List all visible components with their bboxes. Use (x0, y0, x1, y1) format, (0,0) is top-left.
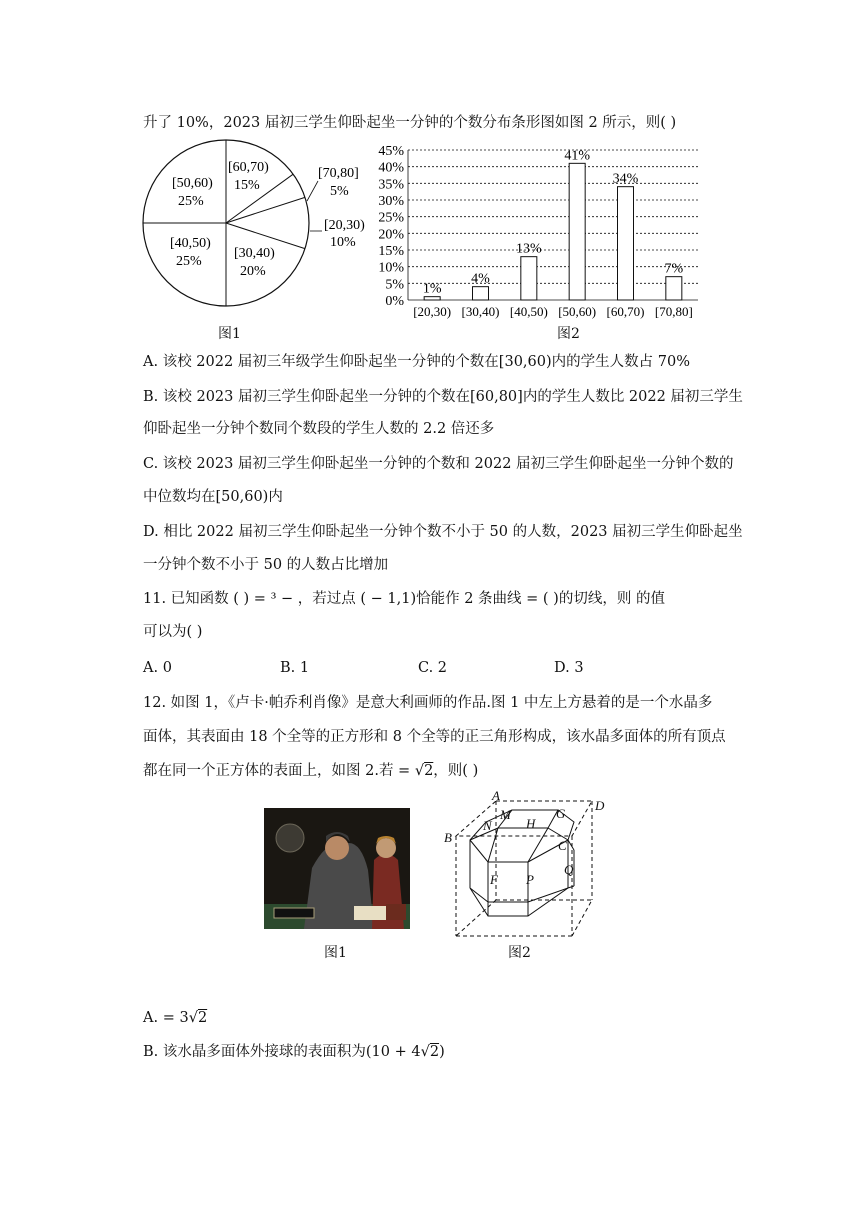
x-tick-label: [20,30) (413, 304, 452, 319)
bar-value-label: 41% (564, 148, 591, 164)
q11-option-b: B. 1 (280, 660, 310, 676)
pie-value-40-50: 25% (176, 254, 202, 269)
bar-chart (370, 138, 705, 323)
option-10-b-line2: 仰卧起坐一分钟个数同个数段的学生人数的 2.2 倍还多 (143, 421, 495, 437)
pie-value-70-80: 5% (330, 184, 349, 199)
y-tick-label: 25% (378, 210, 404, 226)
q12-line2: 面体，其表面由 18 个全等的正方形和 8 个全等的正三角形构成，该水晶多面体的所有顶点 (143, 729, 726, 745)
x-tick-label: [60,70) (606, 304, 645, 319)
label-h: H (526, 816, 536, 831)
label-g: G (556, 806, 566, 821)
label-d: D (595, 798, 605, 813)
y-tick-label: 10% (378, 260, 404, 276)
portrait-painting (264, 808, 410, 929)
x-tick-label: [70,80] (654, 304, 693, 319)
bar-value-label: 1% (422, 281, 442, 297)
q11-line1: 11. 已知函数 ( ) = ³ − ，若过点 ( − 1,1)恰能作 2 条曲线 = ( )的切线，则 的值 (143, 591, 665, 607)
q11-option-d: D. 3 (554, 660, 584, 676)
pie-value-20-30: 10% (330, 235, 356, 250)
bar (473, 287, 489, 300)
polyhedron-diagram (440, 788, 620, 940)
pie-chart (138, 135, 378, 315)
q12-fig1-caption: 图1 (324, 945, 347, 961)
intro-text: 升了 10%，2023 届初三学生仰卧起坐一分钟的个数分布条形图如图 2 所示，则( ) (143, 115, 677, 131)
bar (666, 277, 682, 300)
y-tick-label: 20% (378, 227, 404, 243)
pie-slice-divider (226, 197, 305, 223)
bar-value-label: 13% (515, 241, 542, 257)
q11-option-c: C. 2 (418, 660, 448, 676)
label-c: C (558, 838, 567, 853)
q12-line3: 都在同一个正方体的表面上，如图 2.若 = √2，则( ) (143, 763, 479, 779)
y-tick-label: 40% (378, 160, 404, 176)
option-10-b-line1: B. 该校 2023 届初三学生仰卧起坐一分钟的个数在[60,80]内的学生人数比 2022 届初三学生 (143, 389, 743, 405)
q12-option-b: B. 该水晶多面体外接球的表面积为(10 + 4√2) (143, 1044, 445, 1060)
pie-value-60-70: 15% (234, 178, 260, 193)
x-tick-label: [40,50) (509, 304, 548, 319)
q12-line1: 12. 如图 1，《卢卡·帕乔利肖像》是意大利画师的作品.图 1 中左上方悬着的是一个水晶多 (143, 695, 713, 711)
label-f: F (490, 872, 498, 887)
pie-label-40-50: [40,50) (170, 236, 211, 251)
bar (424, 297, 440, 300)
y-tick-label: 30% (378, 194, 404, 209)
x-tick-label: [30,40) (461, 304, 500, 319)
y-tick-label: 5% (385, 277, 404, 293)
y-tick-label: 15% (378, 244, 404, 259)
pie-label-20-30: [20,30) (324, 218, 365, 233)
y-tick-label: 35% (378, 177, 404, 193)
option-10-d-line2: 一分钟个数不小于 50 的人数占比增加 (143, 557, 389, 573)
y-tick-label: 45% (378, 144, 404, 159)
label-p: P (526, 872, 534, 887)
cube-edge (572, 900, 592, 936)
option-10-c-line1: C. 该校 2023 届初三学生仰卧起坐一分钟的个数和 2022 届初三学生仰卧起坐一分钟个数的 (143, 456, 734, 472)
poly-edge (470, 888, 488, 902)
q11-line2: 可以为( ) (143, 624, 203, 640)
label-a: A (492, 788, 500, 803)
fig2-caption: 图2 (557, 326, 580, 342)
label-b: B (444, 830, 452, 845)
pie-label-50-60: [50,60) (172, 176, 213, 191)
bar-value-label: 34% (612, 171, 639, 187)
pie-label-30-40: [30,40) (234, 246, 275, 261)
label-m: M (500, 807, 511, 822)
label-n: N (483, 818, 492, 833)
pie-label-70-80: [70,80] (318, 166, 359, 181)
pie-value-30-40: 20% (240, 264, 266, 279)
q11-option-a: A. 0 (143, 660, 172, 676)
pie-label-60-70: [60,70) (228, 160, 269, 175)
option-10-d-line1: D. 相比 2022 届初三学生仰卧起坐一分钟个数不小于 50 的人数，2023 届初三学生仰卧起坐 (143, 524, 743, 540)
poly-edge (568, 840, 574, 850)
x-tick-label: [50,60) (558, 304, 597, 319)
leader-70-80 (307, 181, 318, 201)
fig1-caption: 图1 (218, 326, 241, 342)
q12-option-a: A. = 3√2 (143, 1010, 208, 1026)
pie-value-50-60: 25% (178, 194, 204, 209)
bar (569, 163, 585, 300)
q12-fig2-caption: 图2 (508, 945, 531, 961)
poly-edge (548, 828, 568, 888)
bar-value-label: 4% (471, 271, 490, 287)
bar (618, 187, 634, 300)
pie-slice-divider (226, 223, 305, 249)
label-q: Q (564, 862, 574, 877)
option-10-a: A. 该校 2022 届初三年级学生仰卧起坐一分钟的个数在[30,60)内的学生人数占 70% (143, 354, 690, 370)
bar-value-label: 7% (664, 261, 684, 277)
option-10-c-line2: 中位数均在[50,60)内 (143, 489, 283, 505)
poly-edge (470, 840, 488, 862)
poly-edge (568, 886, 574, 888)
cube-edge (456, 900, 496, 936)
bar (521, 257, 537, 300)
y-tick-label: 0% (385, 294, 404, 309)
